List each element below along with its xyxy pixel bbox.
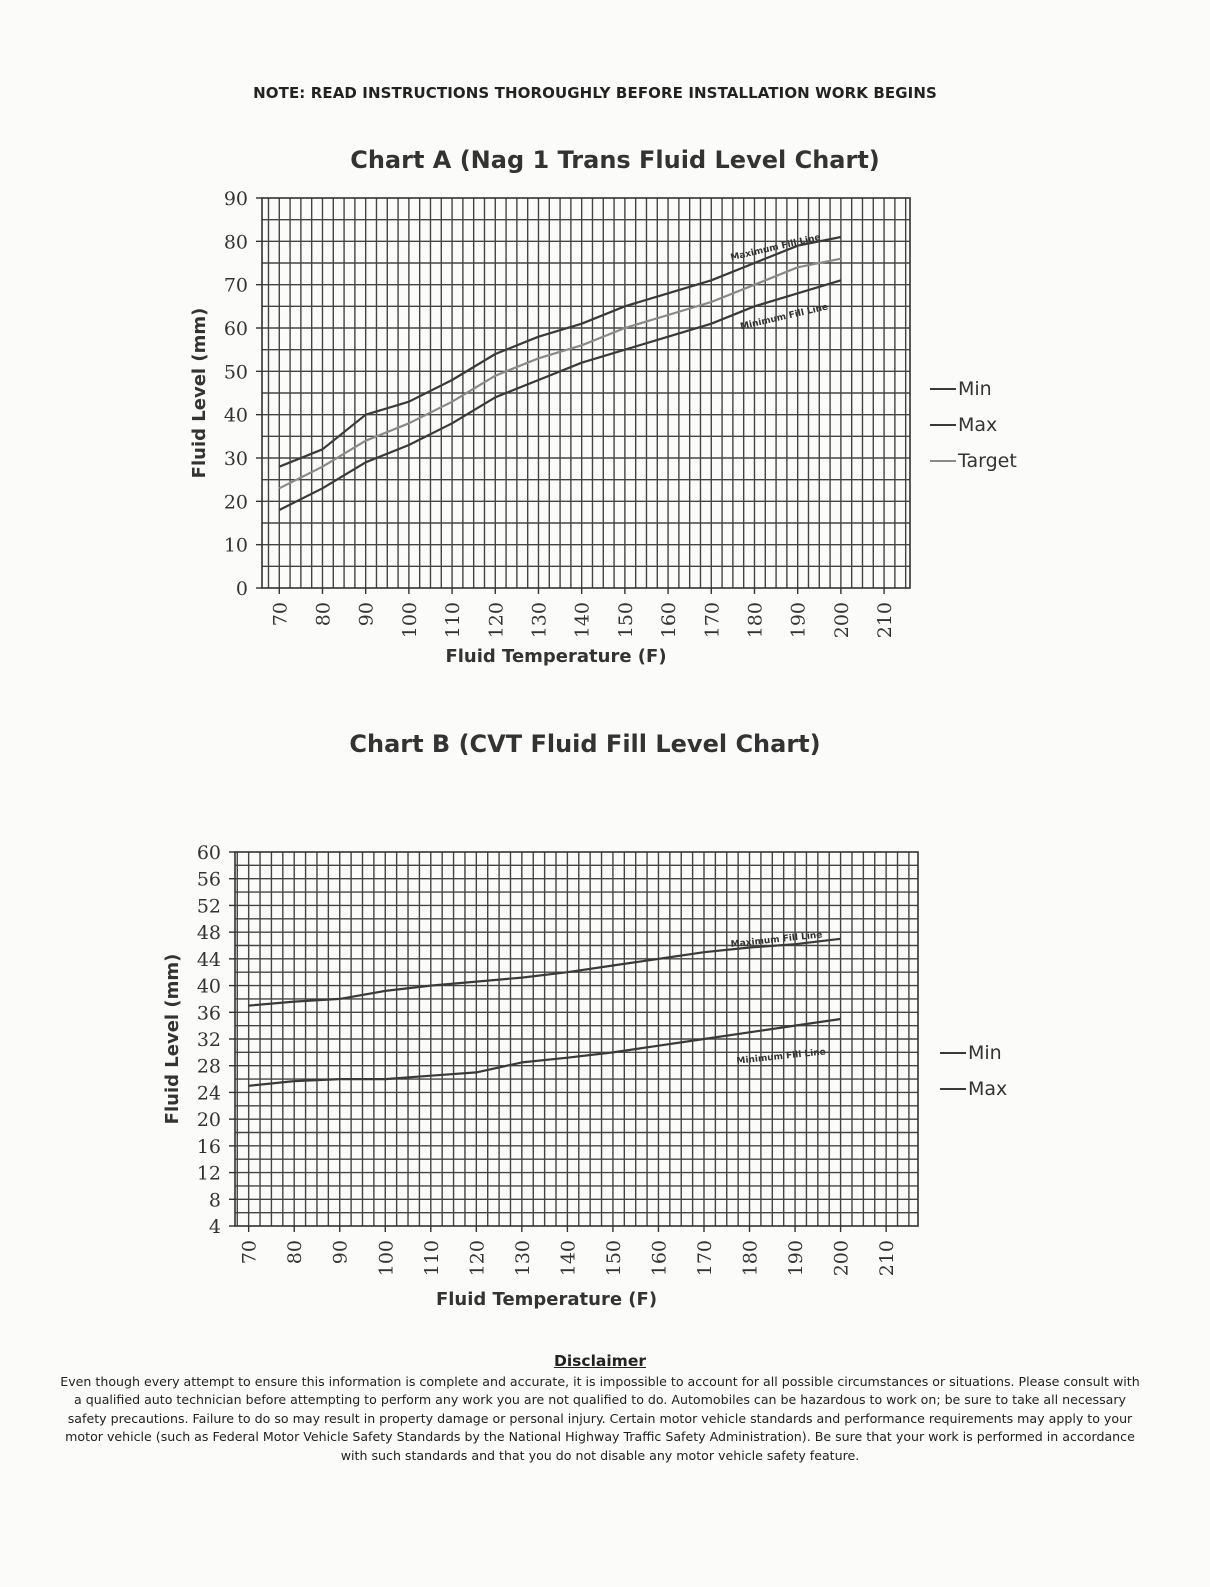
x-tick-label: 140	[571, 602, 594, 639]
x-tick-label: 160	[648, 1240, 671, 1277]
legend-label: Min	[958, 378, 992, 400]
y-tick-label: 30	[223, 448, 248, 470]
x-tick-label: 100	[375, 1240, 398, 1277]
y-tick-label: 70	[223, 274, 248, 297]
disclaimer-text: Even though every attempt to ensure this information is complete and accurate, it is impossible to account for all possible circumstances or situations. Please consult with a qualified auto technician before attempting to perform any work you are not qualified to do. Automobiles can be hazardous to work on; be sure to take all necessary safety precautions. Failure to do so may result in property damage or personal injury. Certain motor vehicle standards and performance requirements may apply to your motor vehicle (such as Federal Motor Vehicle Safety Standards by the National Highway Traffic Safety Administration). Be sure that your work is performed in accordance with such standards and that you do not disable any motor vehicle safety feature.	[60, 1373, 1140, 1463]
x-tick-label: 130	[528, 602, 551, 639]
x-tick-label: 120	[466, 1240, 489, 1277]
x-tick-label: 170	[693, 1240, 716, 1277]
x-tick-label: 180	[739, 1240, 762, 1277]
y-tick-label: 20	[223, 491, 248, 514]
y-tick-label: 36	[196, 1002, 221, 1025]
disclaimer	[55, 1352, 1145, 1465]
x-tick-label: 80	[284, 1240, 307, 1265]
y-tick-label: 56	[196, 868, 221, 891]
legend-label: Min	[968, 1042, 1002, 1064]
fill-line-annotation: Minimum Fill Line	[736, 1047, 827, 1067]
x-tick-label: 200	[830, 1240, 853, 1277]
y-tick-label: 24	[196, 1082, 221, 1105]
y-tick-label: 40	[223, 404, 248, 427]
x-tick-label: 150	[614, 602, 637, 639]
x-tick-label: 110	[420, 1240, 443, 1277]
y-tick-label: 50	[223, 361, 248, 384]
x-tick-label: 80	[312, 602, 335, 627]
y-tick-label: 12	[196, 1162, 221, 1185]
y-tick-label: 44	[196, 948, 221, 971]
x-tick-label: 190	[785, 1240, 808, 1277]
y-tick-label: 90	[223, 188, 248, 210]
x-tick-label: 140	[557, 1240, 580, 1277]
x-tick-label: 100	[398, 602, 421, 639]
y-tick-label: 60	[196, 842, 221, 864]
x-tick-label: 150	[602, 1240, 625, 1277]
y-axis-label: Fluid Level (mm)	[189, 307, 210, 479]
y-tick-label: 32	[196, 1029, 221, 1051]
y-tick-label: 8	[208, 1189, 221, 1212]
fill-line-annotation: Minimum Fill Line	[739, 302, 830, 333]
installation-note: NOTE: READ INSTRUCTIONS THOROUGHLY BEFORE INSTALLATION WORK BEGINS	[253, 84, 937, 102]
y-axis-label: Fluid Level (mm)	[162, 953, 183, 1125]
x-tick-label: 110	[442, 602, 465, 639]
y-tick-label: 40	[196, 975, 221, 998]
chart-title: Chart B (CVT Fluid Fill Level Chart)	[349, 730, 821, 758]
x-tick-label: 210	[874, 602, 897, 639]
chart-a	[0, 130, 1210, 670]
x-tick-label: 160	[658, 602, 681, 639]
x-tick-label: 90	[329, 1240, 352, 1265]
x-tick-label: 210	[876, 1240, 899, 1277]
y-tick-label: 52	[196, 895, 221, 918]
fill-line-annotation: Maximum Fill Line	[729, 232, 822, 264]
x-axis-label: Fluid Temperature (F)	[445, 646, 667, 667]
x-tick-label: 120	[485, 602, 508, 639]
x-tick-label: 130	[511, 1240, 534, 1277]
y-tick-label: 60	[223, 318, 248, 340]
fill-line-annotation: Maximum Fill Line	[730, 930, 823, 950]
x-tick-label: 180	[744, 602, 767, 639]
y-tick-label: 16	[196, 1135, 221, 1158]
x-tick-label: 200	[830, 602, 853, 639]
disclaimer-title: Disclaimer	[554, 1352, 646, 1370]
x-tick-label: 90	[355, 602, 378, 627]
x-tick-label: 70	[238, 1240, 261, 1265]
x-tick-label: 70	[269, 602, 292, 627]
chart-title: Chart A (Nag 1 Trans Fluid Level Chart)	[350, 146, 880, 174]
chart-b	[0, 715, 1210, 1315]
y-tick-label: 20	[196, 1109, 221, 1132]
x-axis-label: Fluid Temperature (F)	[435, 1289, 658, 1310]
y-tick-label: 48	[196, 922, 221, 945]
y-tick-label: 80	[223, 231, 248, 254]
y-tick-label: 10	[223, 534, 248, 557]
y-tick-label: 4	[208, 1216, 221, 1238]
y-tick-label: 28	[196, 1055, 221, 1078]
legend-label: Target	[958, 450, 1017, 472]
legend-label: Max	[958, 414, 998, 436]
x-tick-label: 190	[787, 602, 810, 639]
x-tick-label: 170	[701, 602, 724, 639]
y-tick-label: 0	[235, 578, 248, 600]
legend-label: Max	[968, 1078, 1008, 1100]
